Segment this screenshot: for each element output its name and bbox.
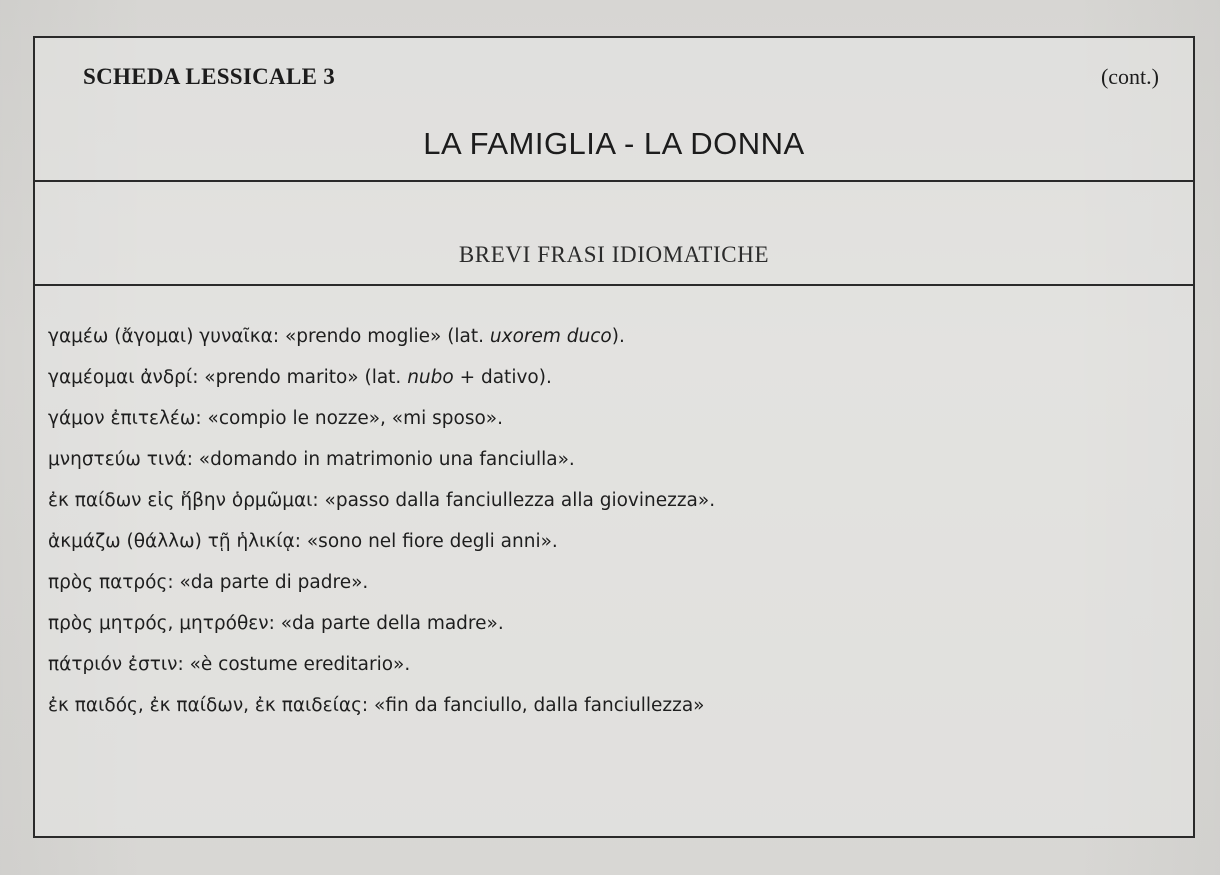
section-title: BREVI FRASI IDIOMATICHE (458, 242, 770, 267)
phrase-text: γαμέομαι ἀνδρί: «prendo marito» (lat. (48, 367, 408, 388)
phrase-text: ἐκ παιδός, ἐκ παίδων, ἐκ παιδείας: «fin da fanciullo, dalla fanciullezza» (48, 695, 705, 716)
phrase-text: πρὸς μητρός, μητρόθεν: «da parte della madre». (48, 613, 504, 634)
phrase-entry (48, 316, 1190, 357)
phrase-entry (48, 357, 1190, 398)
phrase-text: ἀκμάζω (θάλλω) τῇ ἡλικίᾳ: «sono nel fiore degli anni». (48, 531, 558, 552)
card-label: SCHEDA LESSICALE 3 (83, 64, 336, 89)
card-title: LA FAMIGLIA - LA DONNA (423, 126, 805, 161)
phrase-list (48, 316, 1190, 726)
phrase-text: μνηστεύω τινά: «domando in matrimonio una fanciulla». (48, 449, 575, 470)
phrase-entry (48, 644, 1190, 685)
phrase-suffix: + dativo). (453, 367, 552, 388)
phrase-text: πρὸς πατρός: «da parte di padre». (48, 572, 369, 593)
phrase-entry (48, 480, 1190, 521)
phrase-entry (48, 603, 1190, 644)
phrase-text: πάτριόν ἐστιν: «è costume ereditario». (48, 654, 411, 675)
phrase-text: γάμον ἐπιτελέω: «compio le nozze», «mi sposo». (48, 408, 503, 429)
phrase-text: γαμέω (ἄγομαι) γυναῖκα: «prendo moglie» (lat. (48, 326, 490, 347)
header-row (83, 64, 1159, 90)
latin-term: uxorem duco (489, 326, 612, 347)
card-header (35, 38, 1193, 182)
phrase-suffix: ). (611, 326, 625, 347)
phrase-entry (48, 685, 1190, 726)
latin-term: nubo (407, 367, 454, 388)
phrase-entry (48, 521, 1190, 562)
phrase-entry (48, 562, 1190, 603)
phrase-entry (48, 398, 1190, 439)
phrase-text: ἐκ παίδων εἰς ἥβην ὁρμῶμαι: «passo dalla fanciullezza alla giovinezza». (48, 490, 716, 511)
section-header (35, 182, 1193, 286)
continued-label: (cont.) (1100, 64, 1159, 89)
phrase-entry (48, 439, 1190, 480)
